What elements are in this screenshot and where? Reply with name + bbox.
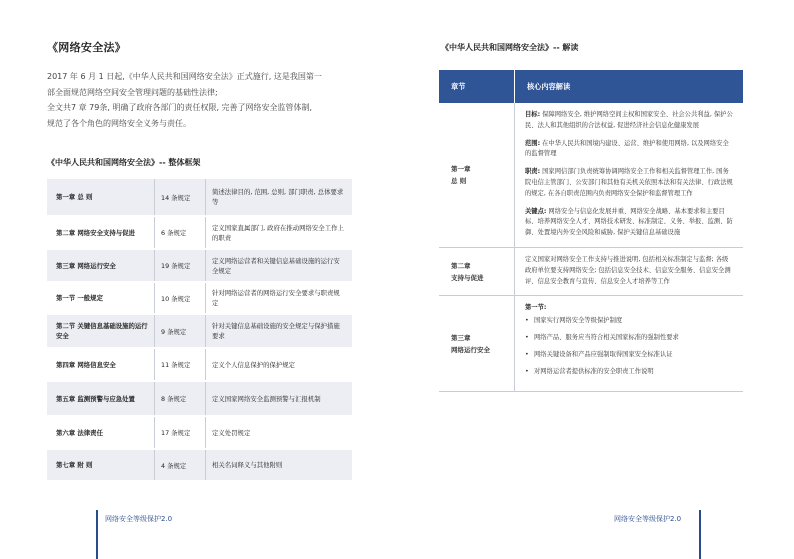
table-row [47,449,352,481]
item-label: 目标: [525,111,541,118]
table-header-row [439,70,743,103]
item-text: 网络安全与信息化发展并重、网络安全战略、基本要求和主要目标、培养网络安全人才、网络技术研发、标准制定、义务、举报、监测、防御、处置境内外安全风险和威胁, 保护关键信息基础设施 [525,207,733,237]
item-text: 在中华人民共和国境内建设、运营、维护和使用网络, 以及网络安全的监督管理 [525,139,729,158]
count-cell: 17 条规定 [155,416,206,449]
table-row [47,416,352,449]
intro-line: 部全面规范网络空间安全管理问题的基础性法律; [47,87,218,97]
chapter-name: 总 则 [451,176,467,185]
chapter-cell: 第七章 附 则 [47,449,155,481]
footer-divider [699,510,701,559]
chapter-number: 第三章 [451,333,471,342]
intro-line: 全文共7 章 79条, 明确了政府各部门的责任权限, 完善了网络安全监管体制, [47,103,313,112]
footer-divider [96,510,98,559]
desc-cell: 相关名词释义与其他附则 [206,449,353,481]
list-item-text: 网络关键设备和产品应强制取得国家安全标准认证 [534,350,673,358]
framework-title: 《中华人民共和国网络安全法》-- 整体框架 [47,158,201,167]
footer-label: 网络安全等级保护2.0 [614,515,682,523]
intro-line: 规范了各个角色的网络安全义务与责任。 [47,118,191,128]
right-page [397,0,794,559]
desc-cell: 定义个人信息保护的保护规定 [206,348,353,381]
count-cell: 6 条规定 [155,216,206,249]
content-item [525,110,733,132]
chapter-cell: 第一节 一般规定 [47,282,155,314]
bullet-icon: • [525,367,529,375]
count-cell: 8 条规定 [155,381,206,416]
table-row [439,103,743,247]
header-chapter: 章节 [439,70,515,103]
table-row [47,381,352,416]
desc-cell: 定义处罚规定 [206,416,353,449]
count-cell: 19 条规定 [155,249,206,282]
table-row [47,282,352,314]
chapter-name: 支持与促进 [451,273,484,282]
interpretation-table [439,70,743,392]
list-item [525,367,733,378]
section-label: 第一节: [525,304,547,312]
chapter-cell: 第四章 网络信息安全 [47,348,155,381]
list-item [525,316,733,327]
chapter-cell [439,103,515,247]
content-cell [515,247,744,295]
table-row [47,314,352,348]
item-text: 国家网信部门负责统筹协调网络安全工作和相关监督管理工作, 国务院电信主管部门、公安部门和其他有关机关依照本法和有关法律、行政法规的规定, 在各自职责范围内负责网络安全保护和监督管理工作 [525,168,733,197]
content-item [525,207,733,239]
item-label: 范围: [525,139,541,147]
count-cell: 9 条规定 [155,314,206,348]
chapter-cell: 第二节 关键信息基础设施的运行安全 [47,314,155,348]
content-cell [515,103,744,247]
desc-cell: 简述法律目的, 范围, 总则, 部门职责, 总体要求等 [206,179,353,216]
item-label: 职责: [525,168,541,176]
list-item-text: 国家实行网络安全等级保护制度 [534,317,623,325]
list-item [525,350,733,361]
chapter-cell: 第五章 监测预警与应急处置 [47,381,155,416]
desc-cell: 针对网络运营者的网络运行安全要求与职责规定 [206,282,353,314]
table-row [47,249,352,282]
desc-cell: 定义国家直属部门, 政府在推动网络安全工作上的职责 [206,216,353,249]
desc-cell: 定义网络运营者和关键信息基础设施的运行安全规定 [206,249,353,282]
interpretation-title: 《中华人民共和国网络安全法》-- 解读 [441,43,579,52]
chapter-cell: 第一章 总 则 [47,179,155,216]
bullet-icon: • [525,317,529,325]
chapter-number: 第二章 [451,261,471,270]
item-text: 保障网络安全, 维护网络空间主权和国家安全、社会公共利益, 保护公民、法人和其他组织的合法权益, 促进经济社会信息化健康发展 [525,111,733,129]
chapter-cell: 第三章 网络运行安全 [47,249,155,282]
framework-table [47,179,352,482]
bullet-icon: • [525,350,529,358]
chapter-number: 第一章 [451,164,471,173]
table-row [439,247,743,295]
content-item [525,139,733,161]
chapter-cell: 第二章 网络安全支持与促进 [47,216,155,249]
list-item [525,333,733,344]
desc-cell: 针对关键信息基础设施的安全规定与保护措施要求 [206,314,353,348]
table-row [47,216,352,249]
table-row [439,296,743,392]
intro-paragraph [47,69,367,131]
content-cell [515,296,744,392]
intro-line: 2017 年 6 月 1 日起,《中华人民共和国网络安全法》正式施行, 这是我国第一 [47,72,322,81]
list-item-text: 网络产品、服务应当符合相关国家标准的强制性要求 [534,333,679,341]
count-cell: 11 条规定 [155,348,206,381]
table-row [47,179,352,216]
chapter-cell: 第六章 法律责任 [47,416,155,449]
content-item [525,167,733,199]
chapter-cell [439,247,515,295]
list-item-text: 对网络运营者提供标准的安全职责工作说明 [534,367,654,375]
header-content: 核心内容解读 [515,70,744,103]
count-cell: 10 条规定 [155,282,206,314]
content-text: 定义国家对网络安全工作支持与推进说明, 包括相关标准制定与监督; 各级政府单位要支持网络安全; 包括信息安全技术、信息安全服务、信息安全测评、信息安全教育与宣传、信息安全人才培养等工作 [525,255,731,285]
count-cell: 14 条规定 [155,179,206,216]
chapter-name: 网络运行安全 [451,345,490,354]
chapter-cell [439,296,515,392]
bullet-icon: • [525,333,529,341]
bullet-list [525,316,733,377]
table-row [47,348,352,381]
footer-label: 网络安全等级保护2.0 [105,515,173,523]
count-cell: 4 条规定 [155,449,206,481]
item-label: 关键点: [525,207,547,215]
page-title: 《网络安全法》 [47,41,127,54]
desc-cell: 定义国家网络安全监测预警与汇报机制 [206,381,353,416]
